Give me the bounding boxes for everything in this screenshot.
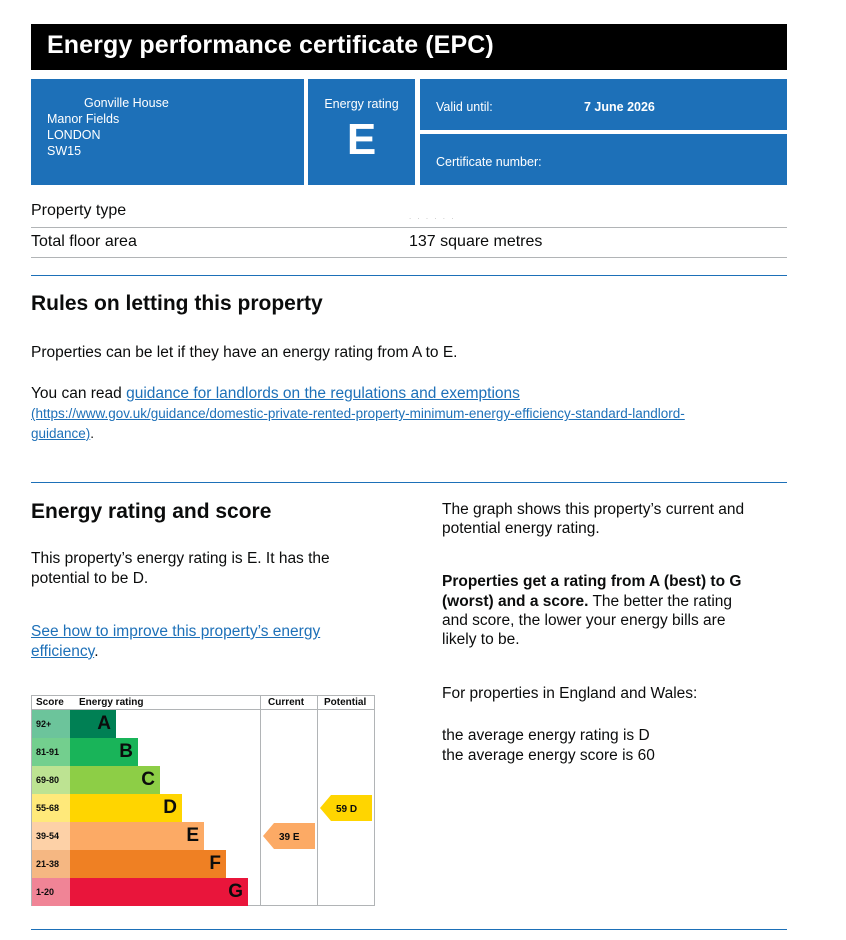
floor-area-label: Total floor area xyxy=(31,233,137,250)
address-box xyxy=(31,79,304,185)
divider xyxy=(31,257,787,258)
rating-explain-normal: The better the rating xyxy=(588,593,733,610)
score-range-b: 81-91 xyxy=(32,738,70,766)
guidance-url-link-1[interactable]: (https://www.gov.uk/guidance/domestic-private-rented-property-minimum-energy-efficiency-standard-landlord- xyxy=(31,406,685,421)
score-range-d: 55-68 xyxy=(32,794,70,822)
band-letter-a: A xyxy=(97,713,111,734)
guidance-url-line-2 xyxy=(31,424,94,444)
band-a xyxy=(70,710,116,738)
energy-rating-box xyxy=(308,79,415,185)
column-divider xyxy=(260,696,261,905)
average-score-line: the average energy score is 60 xyxy=(442,747,655,764)
graph-desc-line-1: The graph shows this property’s current and xyxy=(442,501,745,518)
energy-rating-label: Energy rating xyxy=(324,97,399,111)
band-f xyxy=(70,850,226,878)
band-letter-c: C xyxy=(141,769,155,790)
valid-until-value: 7 June 2026 xyxy=(584,100,655,114)
valid-until-box xyxy=(420,79,787,130)
rating-explain-line-3: and score, the lower your energy bills are xyxy=(442,612,726,629)
potential-rating-arrow-label: 59 D xyxy=(336,804,358,815)
england-wales-line: For properties in England and Wales: xyxy=(442,685,698,702)
address-line-3: LONDON xyxy=(47,128,101,142)
guidance-url-line-1[interactable] xyxy=(31,404,685,424)
guidance-paragraph xyxy=(31,384,520,404)
band-c xyxy=(70,766,160,794)
column-divider xyxy=(317,696,318,905)
header-potential: Potential xyxy=(324,697,367,708)
header-score: Score xyxy=(36,697,64,708)
band-d xyxy=(70,794,182,822)
letting-heading: Rules on letting this property xyxy=(31,292,323,315)
letting-paragraph: Properties can be let if they have an energy rating from A to E. xyxy=(31,344,458,361)
period: . xyxy=(94,643,99,660)
section-divider xyxy=(31,275,787,276)
score-range-e: 39-54 xyxy=(32,822,70,850)
score-range-g: 1-20 xyxy=(32,878,70,906)
graph-desc-line-2: potential energy rating. xyxy=(442,520,600,537)
guidance-prefix: You can read xyxy=(31,385,127,402)
improve-link-2[interactable]: efficiency xyxy=(31,643,95,660)
header-energy-rating: Energy rating xyxy=(79,697,144,708)
band-b xyxy=(70,738,138,766)
page-title: Energy performance certificate (EPC) xyxy=(47,31,494,59)
improve-link-line-2 xyxy=(31,642,99,662)
rating-explain-line-2 xyxy=(442,592,732,612)
score-para-line-2: potential to be D. xyxy=(31,570,149,587)
current-rating-arrow-label: 39 E xyxy=(279,832,300,843)
address-line-4: SW15 xyxy=(47,144,82,158)
band-letter-d: D xyxy=(163,797,177,818)
epc-chart xyxy=(31,695,375,906)
header-current: Current xyxy=(268,697,305,708)
rating-explain-line-1: Properties get a rating from A (best) to G xyxy=(442,573,742,590)
energy-rating-letter: E xyxy=(346,115,377,164)
address-line-1: Gonville House xyxy=(84,96,169,110)
valid-until-label: Valid until: xyxy=(436,100,493,114)
band-g xyxy=(70,878,248,906)
band-letter-f: F xyxy=(209,853,221,874)
band-letter-b: B xyxy=(119,741,133,762)
divider xyxy=(31,227,787,228)
current-rating-arrow xyxy=(263,823,315,849)
guidance-url-link-2[interactable]: guidance) xyxy=(31,426,91,441)
score-range-a: 92+ xyxy=(32,710,70,738)
improve-link[interactable]: See how to improve this property’s energy xyxy=(31,623,321,640)
redacted-mark: . . . . . . xyxy=(409,212,456,221)
property-type-label: Property type xyxy=(31,202,127,219)
band-e xyxy=(70,822,204,850)
band-letter-e: E xyxy=(186,825,199,846)
period: . xyxy=(90,426,95,441)
address-line-2: Manor Fields xyxy=(47,112,120,126)
section-divider xyxy=(31,929,787,930)
score-range-f: 21-38 xyxy=(32,850,70,878)
rating-explain-line-4: likely to be. xyxy=(442,631,520,648)
improve-link-line-1 xyxy=(31,622,320,642)
score-heading: Energy rating and score xyxy=(31,500,272,523)
band-letter-g: G xyxy=(228,881,243,902)
rating-explain-bold: (worst) and a score. xyxy=(442,593,589,610)
certificate-number-box xyxy=(420,134,787,185)
floor-area-value: 137 square metres xyxy=(409,233,543,250)
score-range-c: 69-80 xyxy=(32,766,70,794)
potential-rating-arrow xyxy=(320,795,372,821)
score-para-line-1: This property’s energy rating is E. It has the xyxy=(31,550,330,567)
section-divider xyxy=(31,482,787,483)
average-rating-line: the average energy rating is D xyxy=(442,727,650,744)
certificate-number-label: Certificate number: xyxy=(436,155,542,169)
guidance-link[interactable]: guidance for landlords on the regulations and exemptions xyxy=(126,385,520,402)
